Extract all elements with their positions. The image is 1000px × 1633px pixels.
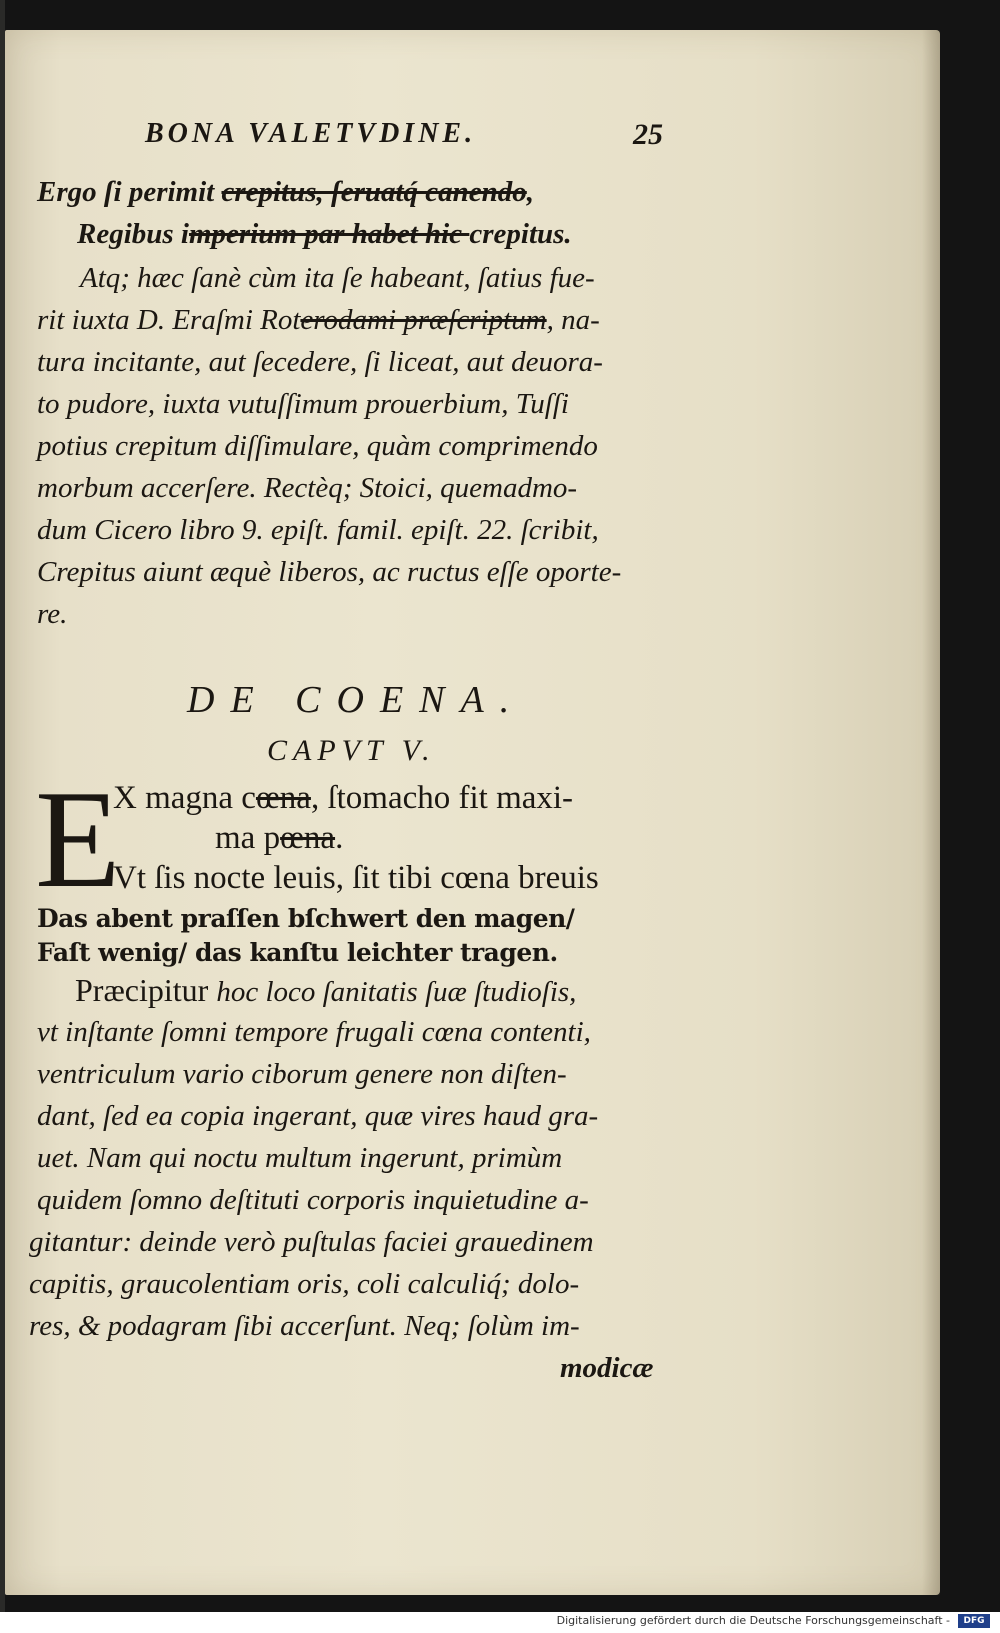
struck-text: œna: [280, 820, 336, 856]
german-verse-line: Faſt wenig/ das kanſtu leichter tragen.: [37, 938, 558, 967]
section-heading: DE COENA.: [187, 679, 526, 721]
text-line: gitantur: deinde verò puſtulas faciei grauedinem: [29, 1226, 594, 1258]
text-line: uet. Nam qui noctu multum ingerunt, primùm: [37, 1142, 563, 1174]
text-span: ma p: [215, 820, 281, 856]
struck-text: crepitus, ſeruatq́ canendo: [221, 176, 527, 208]
struck-text: erodami præſcriptum: [300, 304, 547, 336]
text-line: dant, ſed ea copia ingerant, quæ vires haud gra-: [37, 1100, 599, 1132]
text-line: quidem ſomno deſtituti corporis inquietudine a-: [37, 1184, 589, 1216]
text-line: tura incitante, aut ſecedere, ſi liceat, aut deuora-: [37, 346, 603, 378]
text-line: ventriculum vario ciborum genere non diſten-: [37, 1058, 567, 1090]
text-span: Ergo ſi perimit: [37, 176, 222, 208]
text-span: Regibus i: [77, 218, 189, 250]
verse-line: [113, 778, 573, 818]
text-span: .: [335, 820, 344, 856]
digitization-credit: Digitalisierung gefördert durch die Deutsche Forschungsgemeinschaft -: [556, 1614, 950, 1627]
drop-initial: E: [35, 762, 121, 917]
german-verse-line: Das abent praſſen bſchwert den magen/: [37, 904, 575, 933]
page-text: [5, 30, 940, 1595]
text-line: [37, 300, 600, 340]
text-span: rit iuxta D. Eraſmi Rot: [37, 304, 301, 336]
text-line: [75, 970, 576, 1012]
text-span: , na-: [546, 304, 600, 336]
verse-line: [215, 818, 343, 858]
book-page: [5, 30, 940, 1595]
text-span: hoc loco ſanitatis ſuæ ſtudioſis,: [216, 976, 577, 1008]
text-line: Atq; hæc ſanè cùm ita ſe habeant, ſatius fue-: [80, 262, 595, 294]
running-head: BONA VALETVDINE.: [145, 118, 477, 149]
section-subheading: CAPVT V.: [267, 734, 436, 767]
text-line: morbum accerſere. Rectèq; Stoici, quemadmo-: [37, 472, 578, 504]
text-line: Crepitus aiunt æquè liberos, ac ructus eſſe oporte-: [37, 556, 622, 588]
struck-text: mperium par habet hic: [189, 218, 470, 250]
dfg-logo: DFG: [958, 1614, 990, 1628]
verse-line: Vt ſis nocte leuis, ſit tibi cœna breuis: [113, 860, 599, 896]
text-span: ,: [526, 176, 535, 208]
struck-text: œna: [255, 780, 311, 816]
text-line: [77, 214, 572, 254]
text-line: potius crepitum diſſimulare, quàm comprimendo: [37, 430, 598, 462]
text-span: , ſtomacho fit maxi-: [310, 780, 574, 816]
text-line: capitis, graucolentiam oris, coli calculiq́; dolo-: [29, 1268, 580, 1300]
text-span: crepitus.: [469, 218, 572, 250]
page-number: 25: [633, 118, 663, 151]
text-line: dum Cicero libro 9. epiſt. famil. epiſt. 22. ſcribit,: [37, 514, 599, 546]
text-line: re.: [37, 598, 68, 630]
text-line: res, & podagram ſibi accerſunt. Neq; ſolùm im-: [29, 1310, 580, 1342]
text-line: [37, 172, 534, 212]
text-span: Præcipitur: [75, 972, 217, 1008]
catchword: modicæ: [560, 1352, 654, 1384]
text-line: to pudore, iuxta vutuſſimum prouerbium, Tuſſi: [37, 388, 569, 420]
text-span: X magna c: [113, 780, 256, 816]
text-line: vt inſtante ſomni tempore frugali cœna contenti,: [37, 1016, 591, 1048]
